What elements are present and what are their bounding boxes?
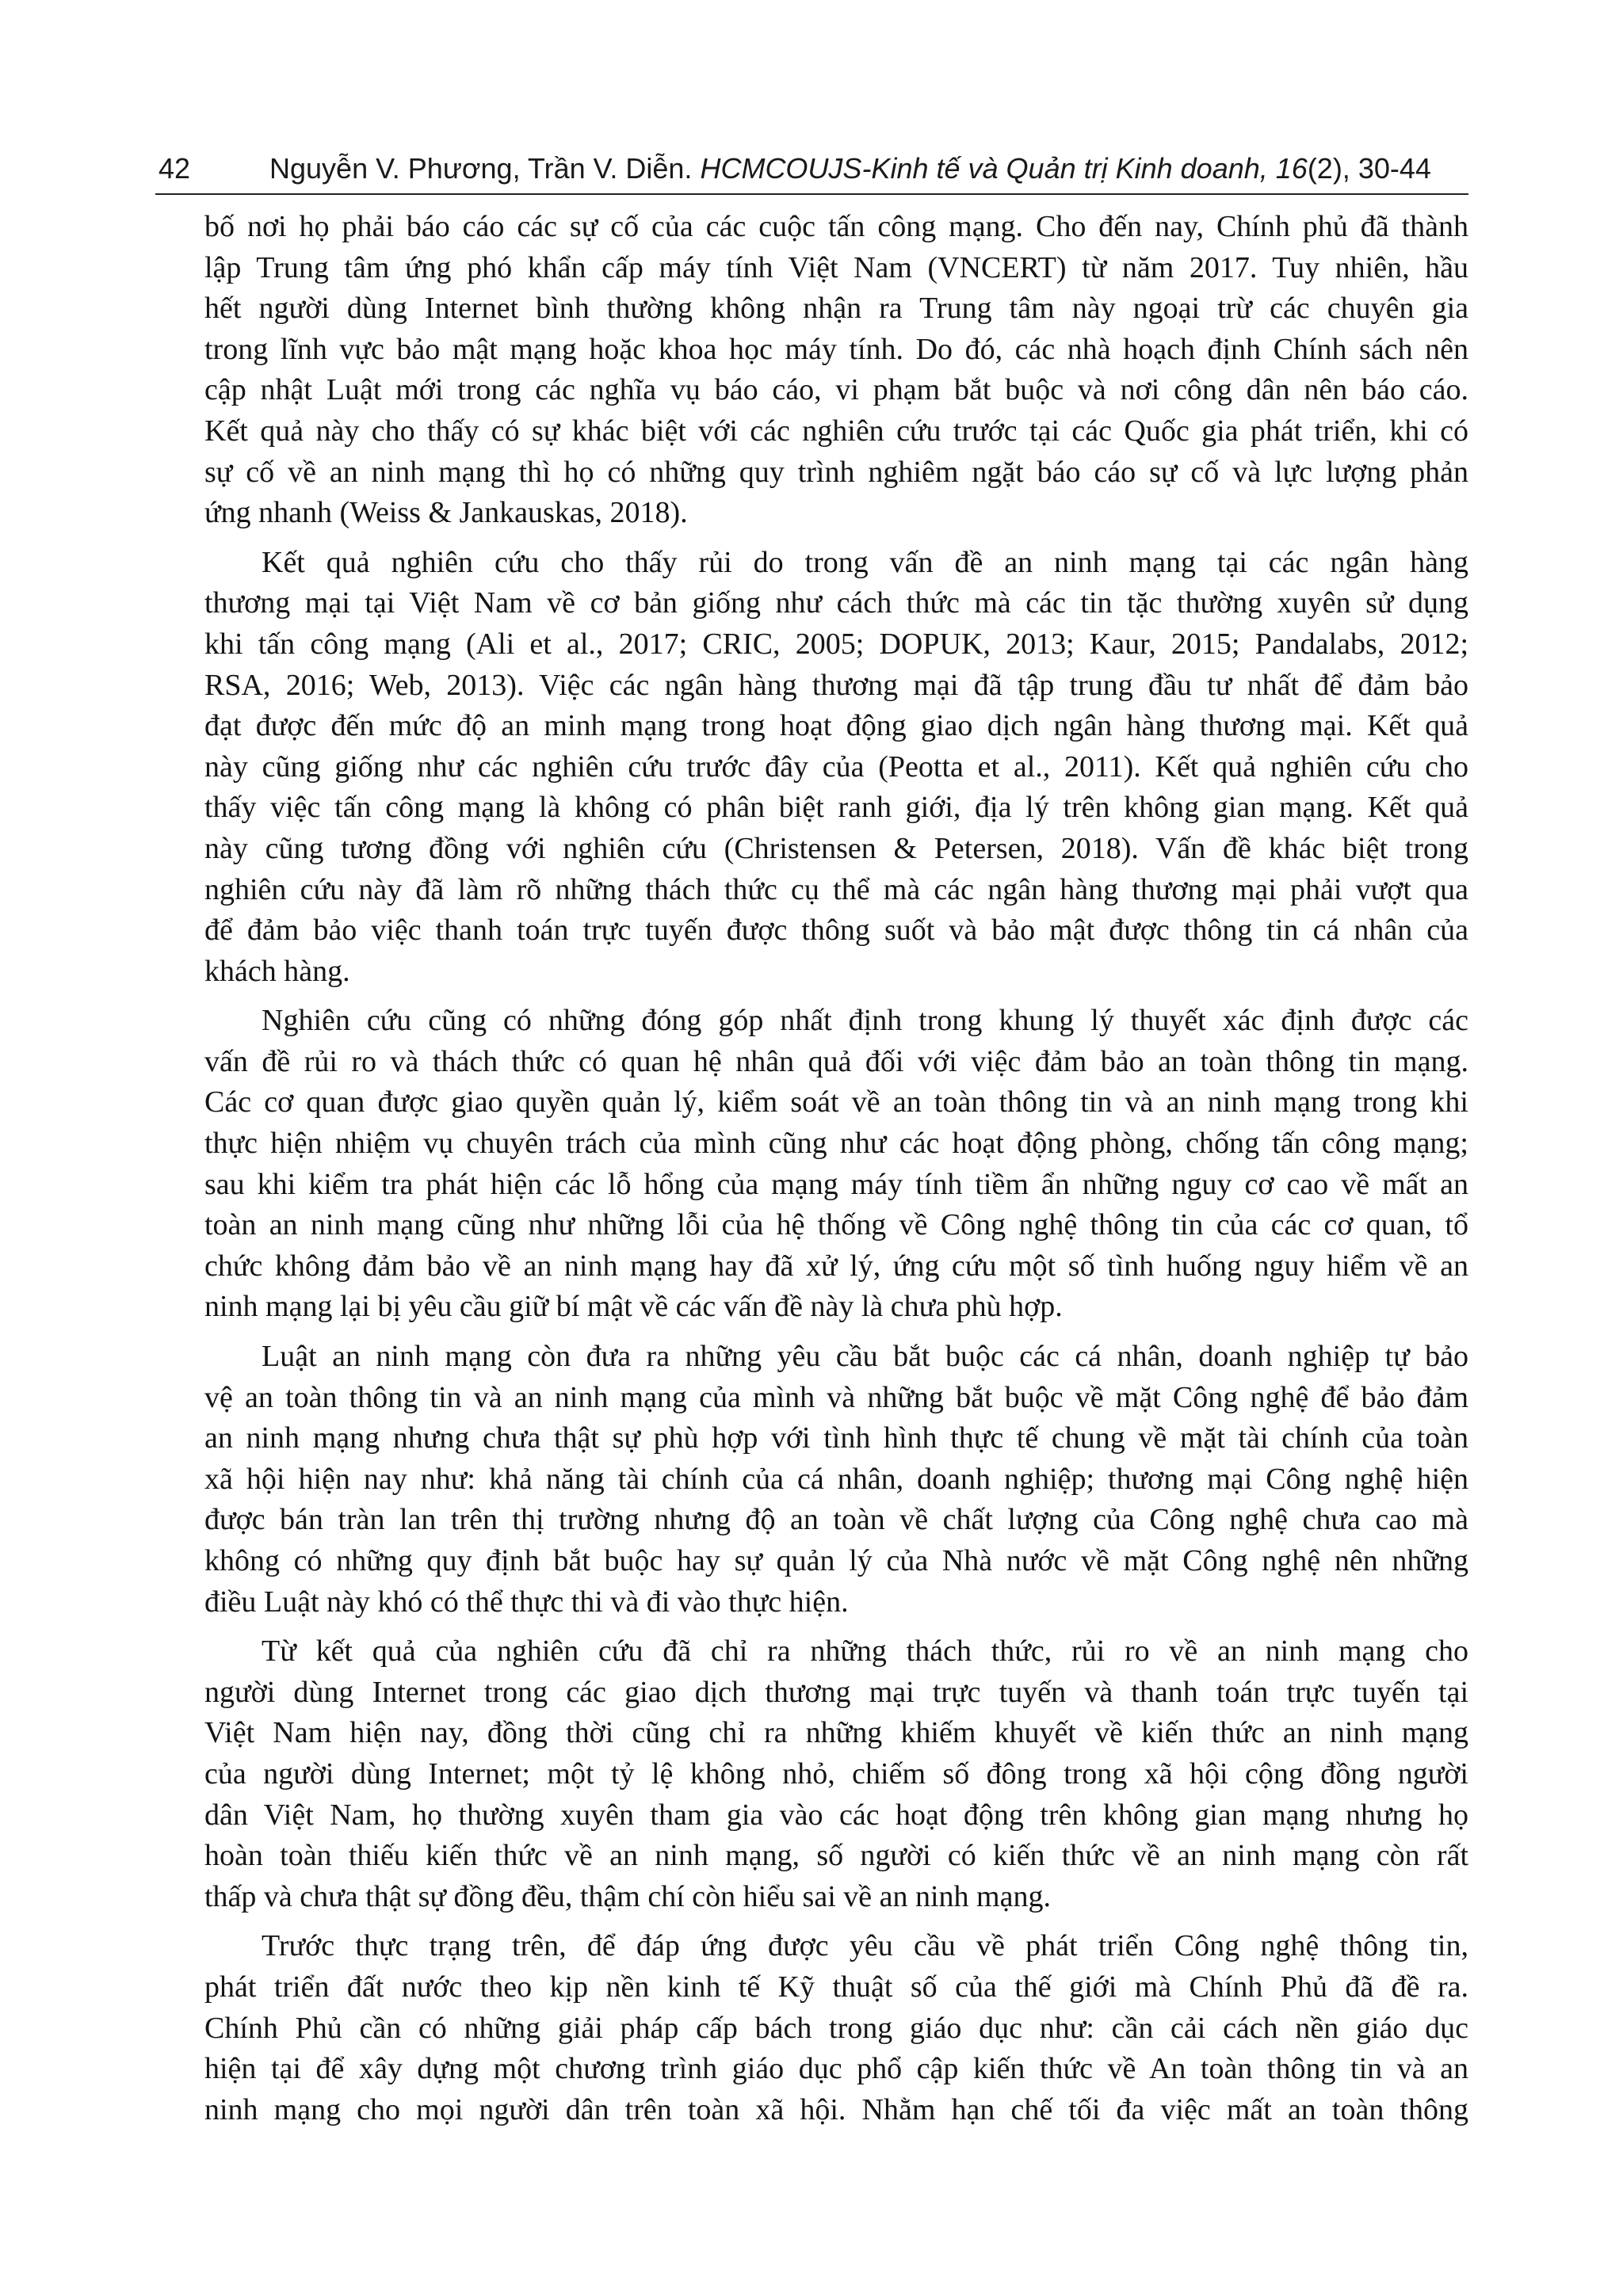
text-line: ninh mạng cho mọi người dân trên toàn xã hội. Nhằm hạn chế tối đa việc mất an toàn thông xyxy=(204,2092,1468,2126)
text-line: sau khi kiểm tra phát hiện các lỗ hổng của mạng máy tính tiềm ẩn những nguy cơ cao về mất an xyxy=(204,1167,1468,1201)
text-line: Từ kết quả của nghiên cứu đã chỉ ra những thách thức, rủi ro về an ninh mạng cho xyxy=(262,1634,1468,1669)
text-line: này cũng giống như các nghiên cứu trước đây của (Peotta et al., 2011). Kết quả nghiên cứu cho xyxy=(204,749,1468,784)
text-line: an ninh mạng nhưng chưa thật sự phù hợp với tình hình thực tế chung về mặt tài chính của toàn xyxy=(204,1421,1468,1455)
text-line: này cũng tương đồng với nghiên cứu (Christensen & Petersen, 2018). Vấn đề khác biệt trong xyxy=(204,831,1468,865)
text-line: chức không đảm bảo về an ninh mạng hay đã xử lý, ứng cứu một số tình huống nguy hiểm về an xyxy=(204,1249,1468,1283)
text-line: thực hiện nhiệm vụ chuyên trách của mình cũng như các hoạt động phòng, chống tấn công mạng; xyxy=(204,1127,1468,1161)
text-line: Việt Nam hiện nay, đồng thời cũng chỉ ra những khiếm khuyết về kiến thức an ninh mạng xyxy=(204,1716,1468,1750)
text-line: được bán tràn lan trên thị trường nhưng độ an toàn về chất lượng của Công nghệ chưa cao mà xyxy=(204,1503,1468,1537)
text-line: RSA, 2016; Web, 2013). Việc các ngân hàng thương mại đã tập trung đầu tư nhất để đảm bảo xyxy=(204,668,1468,702)
text-line: cập nhật Luật mới trong các nghĩa vụ báo cáo, vi phạm bắt buộc và nơi công dân nên báo cáo. xyxy=(204,373,1468,407)
running-head-authors: Nguyễn V. Phương, Trần V. Diễn. xyxy=(269,152,693,185)
header-rule xyxy=(155,193,1468,195)
text-line: Kết quả nghiên cứu cho thấy rủi do trong vấn đề an ninh mạng tại các ngân hàng xyxy=(262,545,1468,579)
text-line: Chính Phủ cần có những giải pháp cấp bách trong giáo dục như: cần cải cách nền giáo dục xyxy=(204,2011,1468,2045)
text-line: dân Việt Nam, họ thường xuyên tham gia vào các hoạt động trên không gian mạng nhưng họ xyxy=(204,1798,1468,1832)
text-line: Luật an ninh mạng còn đưa ra những yêu cầu bắt buộc các cá nhân, doanh nghiệp tự bảo xyxy=(262,1340,1468,1374)
text-line: hiện tại để xây dựng một chương trình giáo dục phổ cập kiến thức về An toàn thông tin và an xyxy=(204,2052,1468,2086)
text-line: Các cơ quan được giao quyền quản lý, kiểm soát về an toàn thông tin và an ninh mạng trong khi xyxy=(204,1085,1468,1119)
text-line: hết người dùng Internet bình thường không nhận ra Trung tâm này ngoại trừ các chuyên gia xyxy=(204,292,1468,326)
text-line: trong lĩnh vực bảo mật mạng hoặc khoa học máy tính. Do đó, các nhà hoạch định Chính sách nên xyxy=(204,332,1468,366)
text-line: lập Trung tâm ứng phó khẩn cấp máy tính Việt Nam (VNCERT) từ năm 2017. Tuy nhiên, hầu xyxy=(204,250,1468,284)
text-line: thương mại tại Việt Nam về cơ bản giống như cách thức mà các tin tặc thường xuyên sử dụng xyxy=(204,586,1468,620)
text-line: sự cố về an ninh mạng thì họ có những quy trình nghiêm ngặt báo cáo sự cố và lực lượng phản xyxy=(204,455,1468,489)
text-line: ninh mạng lại bị yêu cầu giữ bí mật về các vấn đề này là chưa phù hợp. xyxy=(204,1290,1063,1324)
text-line: nghiên cứu này đã làm rõ những thách thức cụ thể mà các ngân hàng thương mại phải vượt qua xyxy=(204,872,1468,906)
text-line: hoàn toàn thiếu kiến thức về an ninh mạng, số người có kiến thức về an ninh mạng còn rất xyxy=(204,1839,1468,1873)
text-line: khi tấn công mạng (Ali et al., 2017; CRIC, 2005; DOPUK, 2013; Kaur, 2015; Pandalabs, 2012; xyxy=(204,627,1468,661)
running-head-citation xyxy=(269,151,1431,187)
text-line: Trước thực trạng trên, để đáp ứng được yêu cầu về phát triển Công nghệ thông tin, xyxy=(262,1929,1468,1963)
text-line: phát triển đất nước theo kịp nền kinh tế Kỹ thuật số của thế giới mà Chính Phủ đã đề ra. xyxy=(204,1970,1468,2004)
text-line: toàn an ninh mạng cũng như những lỗi của hệ thống về Công nghệ thông tin của các cơ quan, tổ xyxy=(204,1208,1468,1242)
text-line: vệ an toàn thông tin và an ninh mạng của mình và những bắt buộc về mặt Công nghệ để bảo đảm xyxy=(204,1380,1468,1414)
text-line: Nghiên cứu cũng có những đóng góp nhất định trong khung lý thuyết xác định được các xyxy=(262,1004,1468,1038)
running-head-journal: HCMCOUJS-Kinh tế và Quản trị Kinh doanh, 16 xyxy=(700,152,1308,185)
text-line: người dùng Internet trong các giao dịch thương mại trực tuyến và thanh toán trực tuyến tại xyxy=(204,1675,1468,1709)
text-line: đạt được đến mức độ an minh mạng trong hoạt động giao dịch ngân hàng thương mại. Kết quả xyxy=(204,709,1468,743)
text-line: của người dùng Internet; một tỷ lệ không nhỏ, chiếm số đông trong xã hội cộng đồng người xyxy=(204,1756,1468,1791)
paragraph xyxy=(204,1337,1468,1623)
paragraph xyxy=(204,543,1468,993)
body-text xyxy=(204,207,1468,2130)
text-line: thấy việc tấn công mạng là không có phân biệt ranh giới, địa lý trên không gian mạng. Kết quả xyxy=(204,791,1468,825)
running-head xyxy=(0,151,1623,187)
paragraph xyxy=(204,1001,1468,1328)
text-line: thấp và chưa thật sự đồng đều, thậm chí còn hiểu sai về an ninh mạng. xyxy=(204,1879,1051,1913)
text-line: khách hàng. xyxy=(204,954,350,988)
text-line: để đảm bảo việc thanh toán trực tuyến được thông suốt và bảo mật được thông tin cá nhân của xyxy=(204,913,1468,948)
paragraph xyxy=(204,1631,1468,1917)
running-head-issue-pages: (2), 30-44 xyxy=(1307,152,1431,185)
paragraph xyxy=(204,207,1468,534)
text-line: Kết quả này cho thấy có sự khác biệt với các nghiên cứu trước tại các Quốc gia phát triển, khi có xyxy=(204,414,1468,448)
page-number: 42 xyxy=(158,152,191,185)
text-line: bố nơi họ phải báo cáo các sự cố của các cuộc tấn công mạng. Cho đến nay, Chính phủ đã thành xyxy=(204,210,1468,243)
text-line: điều Luật này khó có thể thực thi và đi vào thực hiện. xyxy=(204,1585,849,1619)
paragraph xyxy=(204,1926,1468,2130)
text-line: ứng nhanh (Weiss & Jankauskas, 2018). xyxy=(204,496,688,530)
text-line: xã hội hiện nay như: khả năng tài chính của cá nhân, doanh nghiệp; thương mại Công nghệ hiện xyxy=(204,1462,1468,1496)
text-line: không có những quy định bắt buộc hay sự quản lý của Nhà nước về mặt Công nghệ nên những xyxy=(204,1544,1468,1577)
text-line: vấn đề rủi ro và thách thức có quan hệ nhân quả đối với việc đảm bảo an toàn thông tin mạng. xyxy=(204,1044,1468,1078)
